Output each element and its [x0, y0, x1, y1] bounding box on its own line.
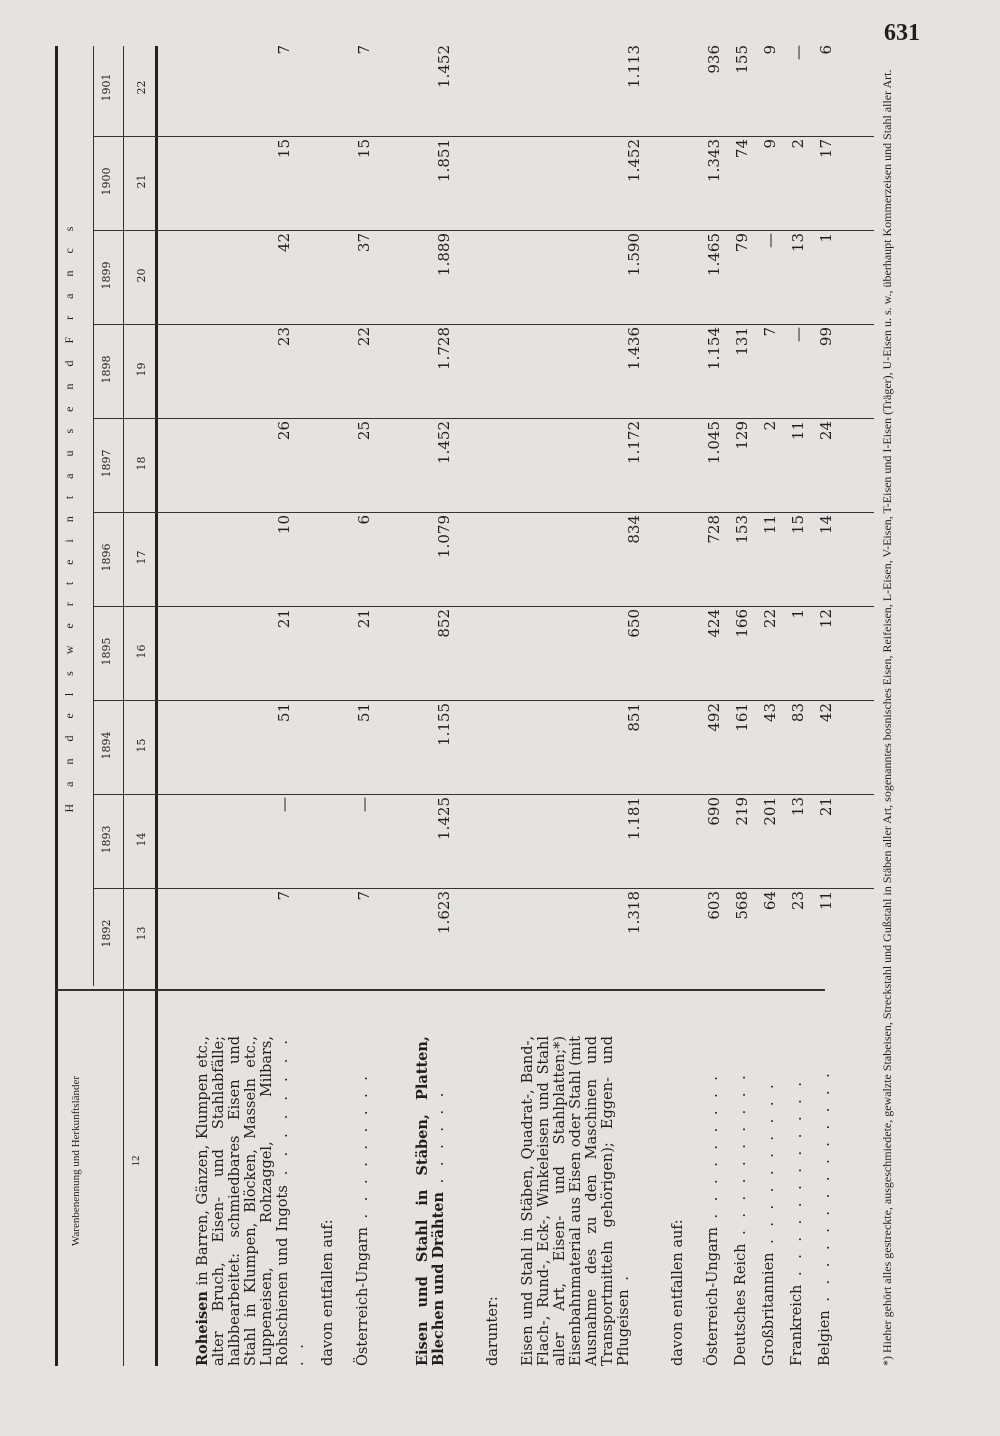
- year-column-number: 21: [135, 174, 148, 189]
- year-header: 1900: [100, 167, 113, 196]
- row-oesterreich-roheisen-value: 22: [355, 327, 373, 347]
- row-country-label: Großbritannien . . . . . . . . . .: [761, 1080, 777, 1366]
- row-country-value: 1.154: [705, 327, 723, 370]
- column-number-goods: 12: [130, 1155, 142, 1167]
- row-country-label: Österreich-Ungarn . . . . . . . . .: [705, 1072, 721, 1366]
- page-number: 631: [884, 20, 920, 46]
- row-staebe-value: 1.452: [625, 139, 643, 182]
- row-country-value: 153: [733, 515, 751, 544]
- row-oesterreich-roheisen-value: 6: [355, 515, 373, 525]
- row-roheisen-label: Roheisen in Barren, Gänzen, Klumpen etc., alter Bruch, Eisen- und Stahlabfälle; halbbearbeitet: schmiedbares Eisen und Stahl in Klumpen, Blöcken, Masseln etc., Luppeneisen, Rohzaggel, Milbars, Rohschienen und Ingots . . . . . . . . . .: [194, 1036, 307, 1366]
- row-country-value: 11: [789, 421, 807, 441]
- row-oesterreich-roheisen-value: 25: [355, 421, 373, 441]
- row-country-value: 166: [733, 609, 751, 638]
- row-country-value: 568: [733, 891, 751, 920]
- row-eisen-stahl-value: 1.079: [435, 515, 453, 558]
- year-header: 1892: [100, 919, 113, 948]
- row-country-value: 79: [733, 233, 751, 253]
- row-staebe-value: 650: [625, 609, 643, 638]
- row-country-value: 1.343: [705, 139, 723, 182]
- row-country-value: 11: [817, 891, 835, 911]
- row-country-value: 1: [789, 609, 807, 619]
- row-eisen-stahl-value: 852: [435, 609, 453, 638]
- row-country-value: 603: [705, 891, 723, 920]
- row-eisen-stahl-value: 1.452: [435, 421, 453, 464]
- row-country-value: 155: [733, 45, 751, 74]
- row-country-value: 15: [789, 515, 807, 535]
- row-eisen-stahl-label: Eisen und Stahl in Stäben, Platten, Blechen und Drähten . . . . . .: [414, 1036, 447, 1366]
- row-eisen-stahl-value: 1.452: [435, 45, 453, 88]
- row-country-value: —: [789, 45, 807, 60]
- row-country-value: 74: [733, 139, 751, 159]
- row-country-value: 424: [705, 609, 723, 638]
- year-column-number: 15: [135, 738, 148, 753]
- row-country-value: 1.465: [705, 233, 723, 276]
- row-country-value: 12: [817, 609, 835, 629]
- row-staebe-value: 1.590: [625, 233, 643, 276]
- row-country-value: 1: [817, 233, 835, 243]
- row-country-value: 201: [761, 797, 779, 826]
- year-column-number: 16: [135, 644, 148, 659]
- row-country-value: 13: [789, 797, 807, 817]
- row-country-value: 2: [789, 139, 807, 149]
- year-column-number: 18: [135, 456, 148, 471]
- row-country-value: 43: [761, 703, 779, 723]
- davon-entfallen-label-2: davon entfallen auf:: [670, 1219, 686, 1366]
- column-header-goods: Warenbenennung und Herkunftsländer: [70, 1075, 82, 1247]
- row-eisen-stahl-value: 1.728: [435, 327, 453, 370]
- year-header: 1895: [100, 637, 113, 666]
- row-country-value: 936: [705, 45, 723, 74]
- row-country-value: 129: [733, 421, 751, 450]
- row-roheisen-value: 21: [275, 609, 293, 629]
- row-country-value: 9: [761, 45, 779, 55]
- row-staebe-value: 834: [625, 515, 643, 544]
- row-country-value: 17: [817, 139, 835, 159]
- row-country-value: 11: [761, 515, 779, 535]
- row-roheisen-value: —: [275, 797, 293, 812]
- row-country-label: Belgien . . . . . . . . . . . . . .: [817, 1069, 833, 1366]
- row-oesterreich-roheisen-value: 7: [355, 45, 373, 55]
- year-header: 1901: [100, 73, 113, 102]
- row-country-value: 219: [733, 797, 751, 826]
- row-country-value: 64: [761, 891, 779, 911]
- row-country-value: 23: [789, 891, 807, 911]
- year-header: 1896: [100, 543, 113, 572]
- row-country-value: —: [789, 327, 807, 342]
- row-country-value: —: [761, 233, 779, 248]
- row-country-value: 42: [817, 703, 835, 723]
- row-country-value: 83: [789, 703, 807, 723]
- row-roheisen-value: 23: [275, 327, 293, 347]
- row-country-value: 1.045: [705, 421, 723, 464]
- row-eisen-stahl-value: 1.425: [435, 797, 453, 840]
- row-country-value: 14: [817, 515, 835, 535]
- davon-entfallen-label: davon entfallen auf:: [320, 1219, 336, 1366]
- row-staebe-value: 1.113: [625, 45, 643, 88]
- row-oesterreich-roheisen-value: 21: [355, 609, 373, 629]
- row-country-value: 492: [705, 703, 723, 732]
- row-staebe-value: 1.436: [625, 327, 643, 370]
- year-column-number: 22: [135, 80, 148, 95]
- year-header: 1893: [100, 825, 113, 854]
- row-roheisen-value: 15: [275, 139, 293, 159]
- row-eisen-stahl-value: 1.155: [435, 703, 453, 746]
- year-column-number: 20: [135, 268, 148, 283]
- row-roheisen-value: 7: [275, 45, 293, 55]
- row-staebe-value: 1.181: [625, 797, 643, 840]
- row-country-value: 7: [761, 327, 779, 337]
- row-country-value: 9: [761, 139, 779, 149]
- row-oesterreich-roheisen-value: 7: [355, 891, 373, 901]
- row-country-value: 99: [817, 327, 835, 347]
- row-country-value: 13: [789, 233, 807, 253]
- row-roheisen-value: 7: [275, 891, 293, 901]
- row-roheisen-value: 10: [275, 515, 293, 535]
- year-column-number: 13: [135, 926, 148, 941]
- year-column-number: 17: [135, 550, 148, 565]
- row-staebe-value: 1.318: [625, 891, 643, 934]
- year-column-number: 14: [135, 832, 148, 847]
- row-roheisen-value: 26: [275, 421, 293, 441]
- year-header: 1894: [100, 731, 113, 760]
- row-oesterreich-roheisen-value: —: [355, 797, 373, 812]
- row-oesterreich-roheisen-value: 15: [355, 139, 373, 159]
- row-country-value: 728: [705, 515, 723, 544]
- row-country-label: Deutsches Reich . . . . . . . . . .: [733, 1071, 749, 1366]
- row-country-value: 22: [761, 609, 779, 629]
- row-oesterreich-roheisen-label: Österreich-Ungarn . . . . . . . . .: [355, 1072, 371, 1366]
- row-eisen-stahl-value: 1.623: [435, 891, 453, 934]
- row-roheisen-value: 51: [275, 703, 293, 723]
- row-staebe-value: 851: [625, 703, 643, 732]
- row-country-value: 24: [817, 421, 835, 441]
- row-country-value: 690: [705, 797, 723, 826]
- row-eisen-stahl-value: 1.851: [435, 139, 453, 182]
- darunter-label: darunter:: [485, 1296, 501, 1366]
- year-column-number: 19: [135, 362, 148, 377]
- row-staebe-value: 1.172: [625, 421, 643, 464]
- row-country-value: 2: [761, 421, 779, 431]
- row-oesterreich-roheisen-value: 37: [355, 233, 373, 253]
- year-header: 1897: [100, 449, 113, 478]
- row-roheisen-value: 42: [275, 233, 293, 253]
- row-country-value: 6: [817, 45, 835, 55]
- row-oesterreich-roheisen-value: 51: [355, 703, 373, 723]
- row-country-value: 131: [733, 327, 751, 356]
- row-staebe-label: Eisen und Stahl in Stäben, Quadrat-, Band-, Flach-, Rund-, Eck-, Winkeleisen und Stahl aller Art, Eisen- und Stahlplatten;*) Eisenbahnmaterial aus Eisen oder Stahl (mit Ausnahme des zu den Maschinen und Transportmitteln gehörigen); Eggen- und Pflugeisen .: [520, 1036, 632, 1366]
- row-country-value: 161: [733, 703, 751, 732]
- year-header: 1898: [100, 355, 113, 384]
- year-header: 1899: [100, 261, 113, 290]
- row-country-value: 21: [817, 797, 835, 817]
- row-country-label: Frankreich . . . . . . . . . . . .: [789, 1078, 805, 1366]
- values-header: H a n d e l s w e r t e i n t a u s e n d F r a n c s: [62, 219, 76, 813]
- row-eisen-stahl-value: 1.889: [435, 233, 453, 276]
- footnote: *) Hieher gehört alles gestreckte, ausgeschmiedete, gewalzte Stabeisen, Streckstahl und Gußstahl in Stäben aller Art, sogenanntes bosnisches Eisen, Reifeisen, L-Eisen, V-Eisen, T-Eisen und I-Eisen (Träger), U-Eisen u. s. w., überhaupt Kommerzeisen und Stahl aller Art.: [880, 69, 894, 1366]
